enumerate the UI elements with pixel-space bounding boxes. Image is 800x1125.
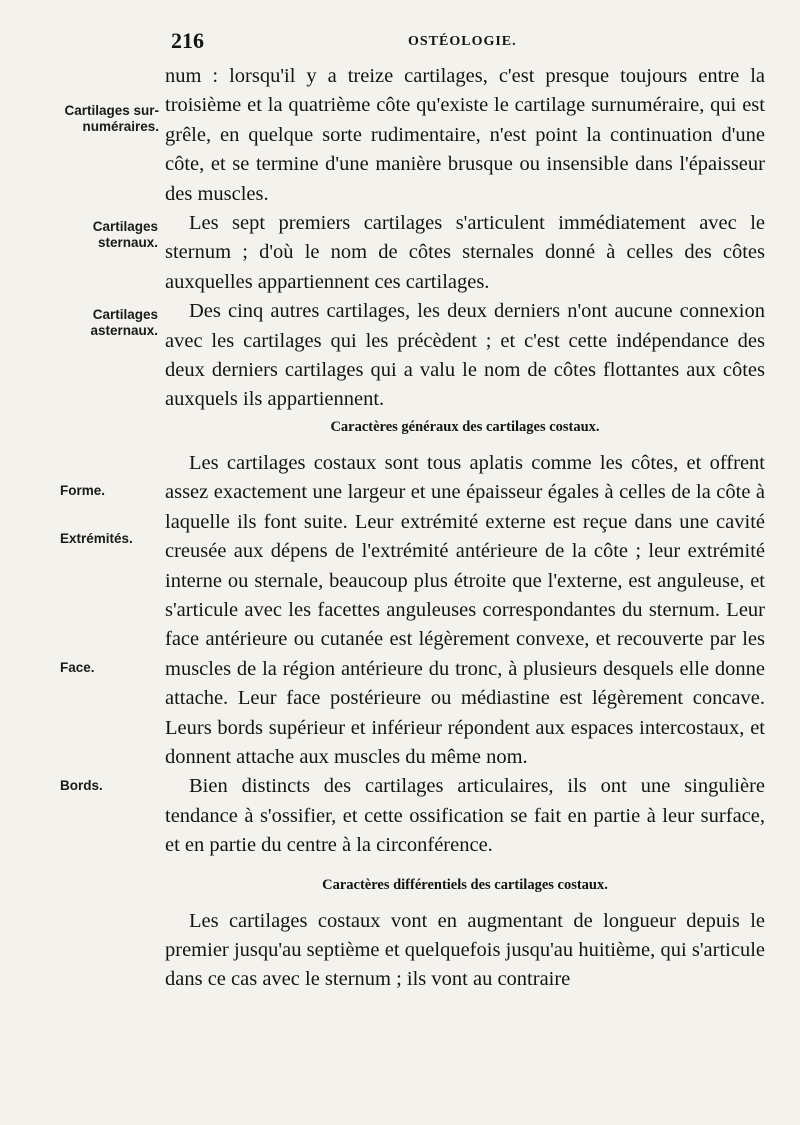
page-header xyxy=(165,28,765,58)
margin-note-forme: Forme. xyxy=(60,483,106,498)
paragraph: Les sept premiers cartilages s'articulent immédiatement avec le sternum ; d'où le nom de côtes sternales donné à celles des côtes auxquelles appartiennent ces cartilages. xyxy=(165,212,765,293)
paragraph: Des cinq autres cartilages, les deux derniers n'ont aucune connexion avec les cartilages qui les précèdent ; et c'est cette indépendance des deux derniers cartilages qui a valu le nom de côtes flottantes aux côtes auxquels ils appartiennent. xyxy=(165,300,765,411)
paragraph: Les cartilages costaux sont tous aplatis comme les côtes, et offrent assez exactement une largeur et une épaisseur égales à celles de la côte à laquelle ils font suite. Leur extrémité externe est reçue dans une cavité creusée aux dépens de l'extrémité antérieure de la côte ; leur extrémité interne ou sternale, beaucoup plus étroite que l'externe, est anguleuse, et s'articule avec les facettes anguleuses correspondantes du sternum. Leur face antérieure ou cutanée est légèrement convexe, et recouverte par les muscles de la région antérieure du tronc, à plusieurs desquels elle donne attache. Leur face postérieure ou médiastine est légèrement concave. Leurs bords supérieur et inférieur répondent aux espaces intercostaux, et donnent attache aux muscles du même nom. xyxy=(165,451,765,768)
margin-note-asternaux: Cartilages asternaux. xyxy=(90,307,158,338)
section-heading: Caractères différentiels des cartilages costaux. xyxy=(322,876,608,893)
paragraph: Les cartilages costaux vont en augmentant de longueur depuis le premier jusqu'au septième et quelquefois jusqu'au huitième, qui s'articule dans ce cas avec le sternum ; ils vont au contraire xyxy=(165,909,765,991)
page-number: 216 xyxy=(171,28,204,53)
paragraph: Bien distincts des cartilages articulaires, ils ont une singulière tendance à s'ossifier, et cette ossification se fait en partie à leur surface, et en partie du centre à la circonférence. xyxy=(165,775,765,857)
running-head: OSTÉOLOGIE. xyxy=(408,34,517,49)
margin-note-sternaux: Cartilages sternaux. xyxy=(92,219,158,250)
section-heading: Caractères généraux des cartilages costaux. xyxy=(330,418,600,435)
margin-note-face: Face. xyxy=(60,660,95,675)
margin-note-supernumeraires: Cartilages sur- numéraires. xyxy=(64,103,159,134)
paragraph: num : lorsqu'il y a treize cartilages, c'est presque toujours entre la troisième et la quatrième côte qu'existe le cartilage surnuméraire, qui est grêle, en quelque sorte rudimentaire, n'est point la continuation d'une côte, et se termine d'une manière brusque ou insensible dans l'épaisseur des muscles. xyxy=(165,65,765,205)
margin-note-extremites: Extrémités. xyxy=(60,531,133,546)
margin-note-bords: Bords. xyxy=(60,778,103,793)
body-text xyxy=(165,62,765,995)
